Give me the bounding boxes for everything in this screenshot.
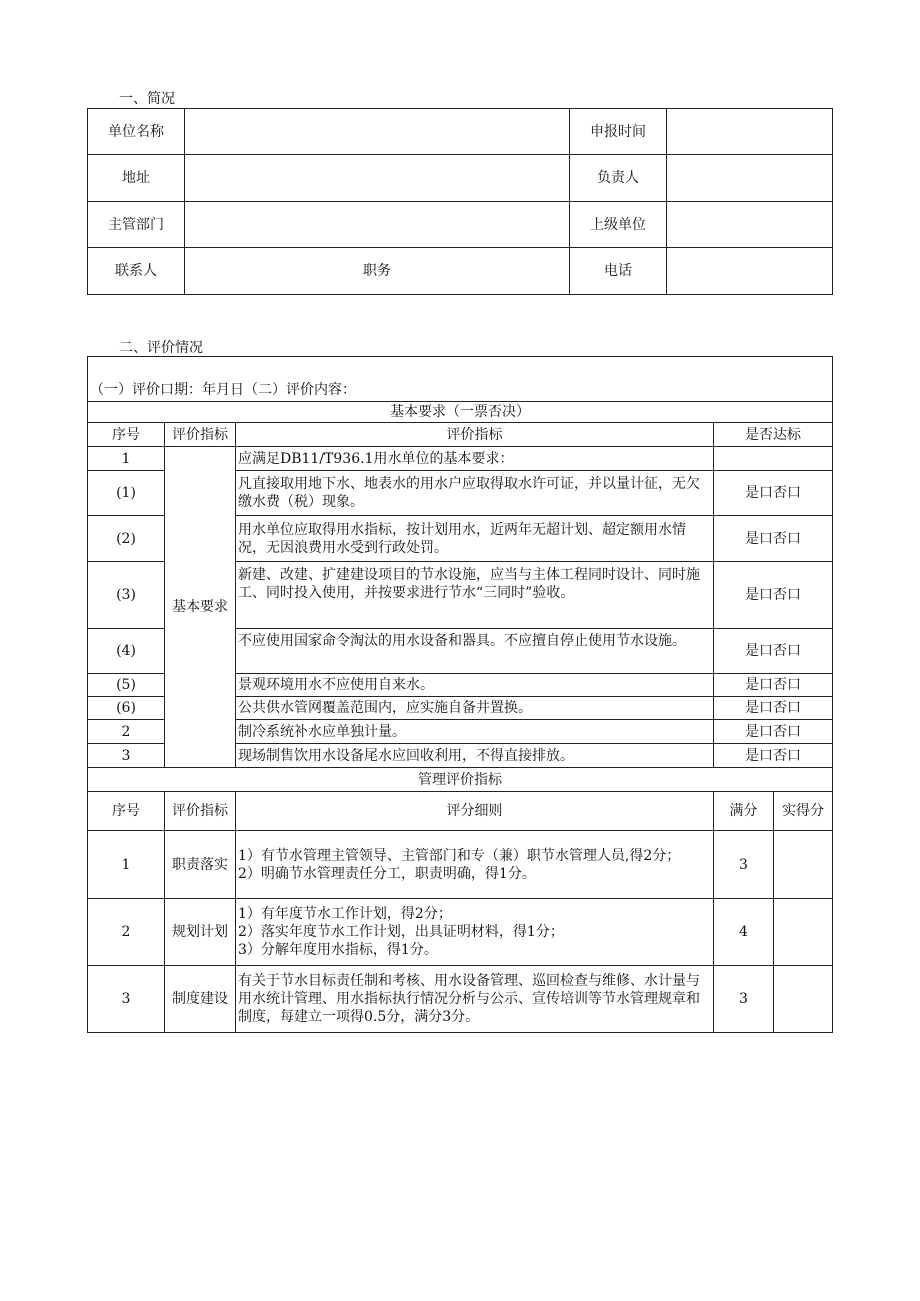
basic-header-index-detail: 评价指标 [236,423,714,447]
label-position: 职务 [185,248,570,295]
basic-row-check[interactable]: 是口否口 [714,629,833,674]
basic-row-check[interactable]: 是口否口 [714,674,833,697]
mgmt-row-detail-line: 2）落实年度节水工作计划，出具证明材料，得1分； [238,924,564,940]
basic-row-no: 2 [88,720,165,744]
basic-row-check[interactable]: 是口否口 [714,697,833,720]
mgmt-row-full: 4 [714,899,774,966]
basic-row-check[interactable]: 是口否口 [714,516,833,562]
label-phone: 电话 [570,248,667,295]
basic-row-text: 制冷系统补水应单独计量。 [236,720,714,744]
basic-row-no: (6) [88,697,165,720]
basic-row-text: 现场制售饮用水设备尾水应回收利用，不得直接排放。 [236,744,714,768]
mgmt-row-full: 3 [714,966,774,1033]
address-field[interactable] [185,155,570,202]
basic-category: 基本要求 [165,447,236,768]
label-superior: 上级单位 [570,202,667,248]
label-unit-name: 单位名称 [88,109,185,155]
basic-header-pass: 是否达标 [714,423,833,447]
mgmt-row-detail-line: 3）分解年度用水指标，得1分。 [238,942,438,958]
basic-row-check[interactable]: 是口否口 [714,720,833,744]
basic-row-text: 新建、改建、扩建建设项目的节水设施，应当与主体工程同时设计、同时施工、同时投入使用，并按要求进行节水“三同时”验收。 [236,562,714,629]
basic-row-no: (1) [88,471,165,516]
basic-header-index: 评价指标 [165,423,236,447]
label-report-time: 申报时间 [570,109,667,155]
basic-row-no: (2) [88,516,165,562]
dept-field[interactable] [185,202,570,248]
label-address: 地址 [88,155,185,202]
mgmt-row-detail-line: 1）有年度节水工作计划，得2分； [238,906,452,922]
mgmt-header-no: 序号 [88,792,165,831]
mgmt-title: 管理评价指标 [88,768,833,792]
mgmt-header-item: 评价指标 [165,792,236,831]
basic-row-text: 用水单位应取得用水指标，按计划用水，近两年无超计划、超定额用水情况，无因浪费用水受到行政处罚。 [236,516,714,562]
mgmt-row-no: 3 [88,966,165,1033]
section1-title: 一、简况 [119,91,175,107]
basic-row-text: 不应使用国家命令淘汰的用水设备和器具。不应擅自停止使用节水设施。 [236,629,714,674]
unit-name-field[interactable] [185,109,570,155]
eval-date-line: （一）评价口期：年月日（二）评价内容： [88,357,833,402]
mgmt-row-detail-line: 1）有节水管理主管领导、主管部门和专（兼）职节水管理人员,得2分； [238,847,681,864]
basic-row-text: 凡直接取用地下水、地表水的用水户应取得取水许可证，并以量计征，无欠缴水费（税）现象。 [236,471,714,516]
mgmt-row-no: 1 [88,831,165,899]
mgmt-row-detail-line: 有关于节水目标责任制和考核、用水设备管理、巡回检查与维修、水计量与用水统计管理、用水指标执行情况分析与公示、宣传培训等节水管理规章和制度，每建立一项得0.5分，满分3分。 [238,973,700,1025]
mgmt-row-got[interactable] [774,966,833,1033]
label-dept: 主管部门 [88,202,185,248]
label-person-in-charge: 负责人 [570,155,667,202]
mgmt-header-got: 实得分 [774,792,833,831]
mgmt-row-detail-line: 2）明确节水管理责任分工，职责明确，得1分。 [238,865,536,882]
basic-row-check[interactable]: 是口否口 [714,744,833,768]
basic-row-no: 3 [88,744,165,768]
basic-header-no: 序号 [88,423,165,447]
basic-row-no: (3) [88,562,165,629]
mgmt-row-no: 2 [88,899,165,966]
mgmt-row-item: 制度建设 [165,966,236,1033]
basic-row-no: 1 [88,447,165,471]
mgmt-header-detail: 评分细则 [236,792,714,831]
mgmt-row-item: 职责落实 [165,831,236,899]
mgmt-row-item: 规划计划 [165,899,236,966]
basic-row-check[interactable]: 是口否口 [714,562,833,629]
basic-row-no: (5) [88,674,165,697]
mgmt-header-full: 满分 [714,792,774,831]
basic-info-table [87,108,833,295]
mgmt-row-full: 3 [714,831,774,899]
section2-title: 二、评价情况 [119,340,203,356]
phone-field[interactable] [667,248,833,295]
evaluation-table [87,356,833,1033]
basic-row-text: 景观环境用水不应使用自来水。 [236,674,714,697]
basic-row-text: 应满足DB11/T936.1用水单位的基本要求： [236,447,714,471]
mgmt-row-got[interactable] [774,899,833,966]
basic-row-no: (4) [88,629,165,674]
basic-row-text: 公共供水管网覆盖范围内，应实施自备井置换。 [236,697,714,720]
person-in-charge-field[interactable] [667,155,833,202]
superior-field[interactable] [667,202,833,248]
label-contact: 联系人 [88,248,185,295]
basic-row-check[interactable] [714,447,833,471]
report-time-field[interactable] [667,109,833,155]
basic-req-title: 基本要求（一票否决） [88,402,833,423]
mgmt-row-got[interactable] [774,831,833,899]
basic-row-check[interactable]: 是口否口 [714,471,833,516]
